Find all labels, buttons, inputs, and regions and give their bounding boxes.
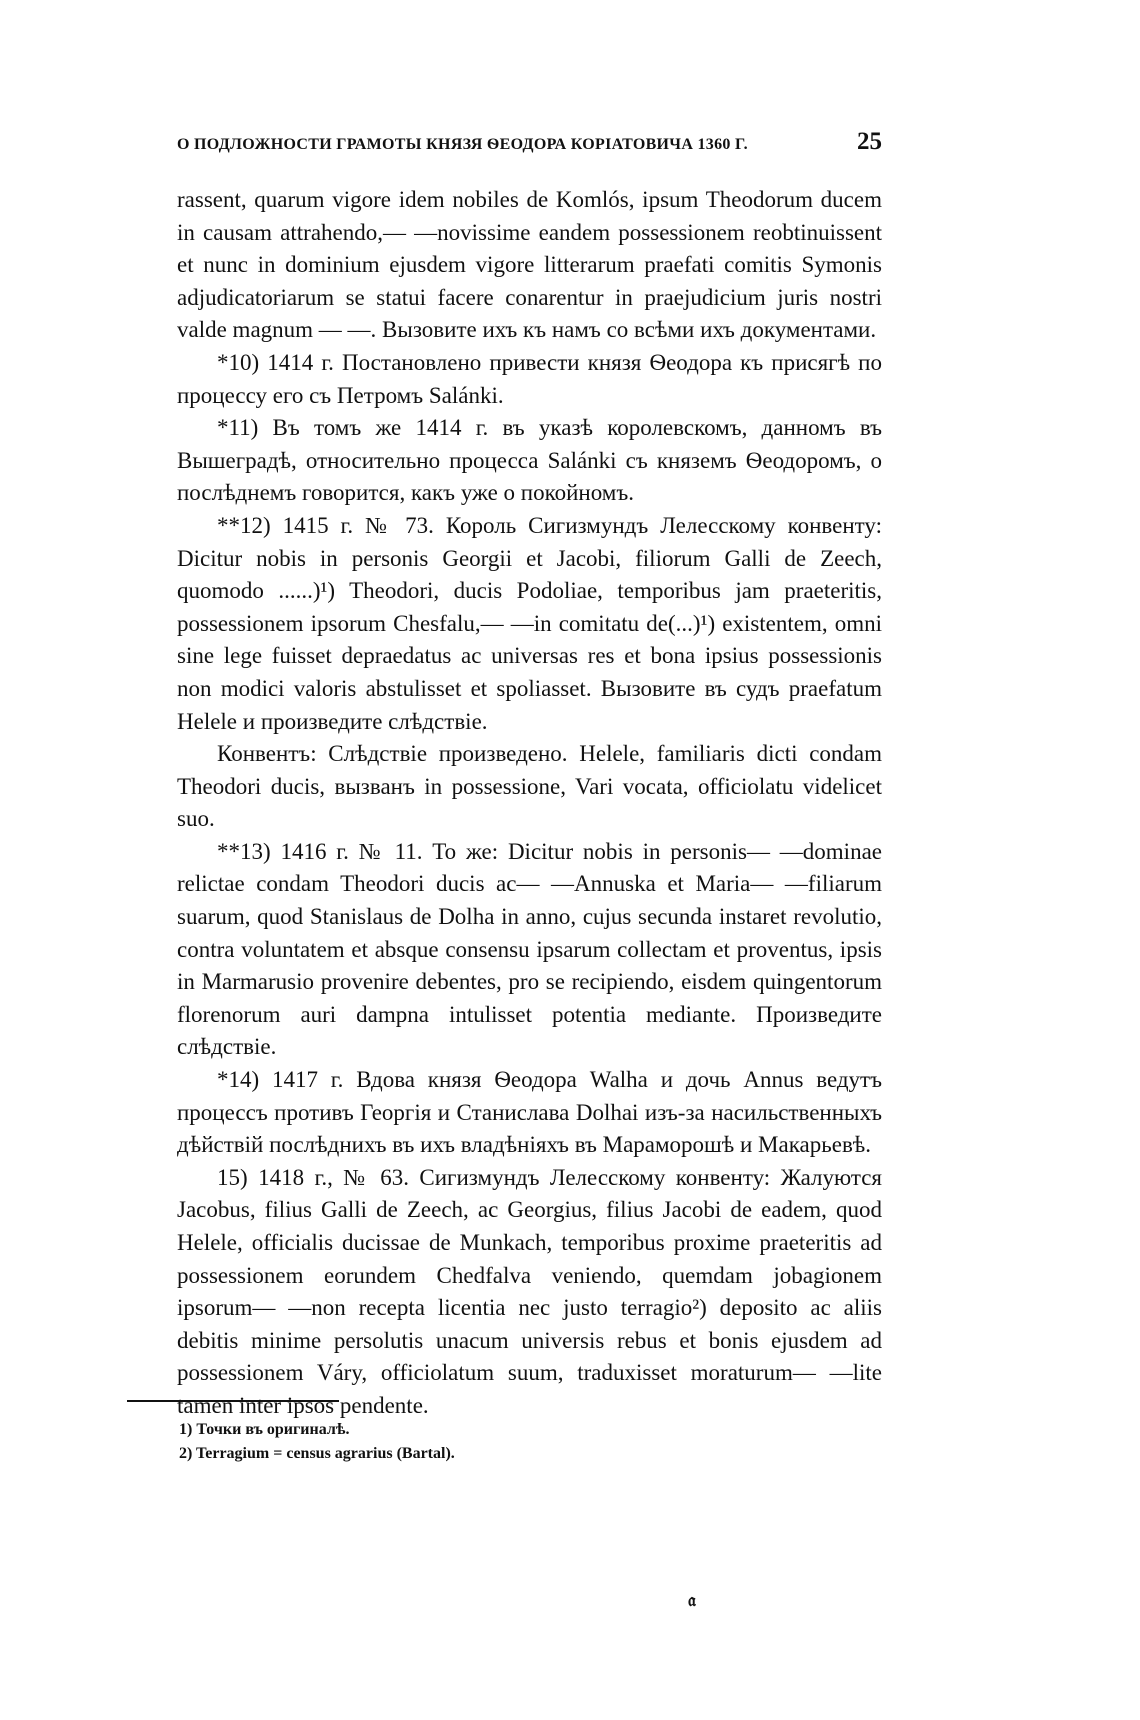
footnote-1: 1) Точки въ оригиналѣ. — [179, 1421, 350, 1438]
paragraph-1: rassent, quarum vigore idem nobiles de Komlós, ipsum Theodorum ducem in causam attrahendo,— —novissime eandem possessionem reobtinuissent et nunc in dominium ejusdem vigore litterarum praefati comitis Symonis adjudicatoriarum se statui facere conarentur in praejudicium juris nostri valde magnum — —. Вызовите ихъ къ намъ со всѣми ихъ документами. — [177, 187, 882, 343]
paragraph-2: *10) 1414 г. Постановлено привести князя Ѳеодора къ присягѣ по процессу его съ Петромъ Salánki. — [177, 349, 882, 408]
paragraph-4: **12) 1415 г. № 73. Король Сигизмундъ Лелесскому конвенту: Dicitur nobis in personis Georgii et Jacobi, filiorum Galli de Zeech, quomodo ......)¹) Theodori, ducis Podoliae, temporibus jam praeteritis, possessionem ipsorum Chesfalu,— —in comitatu de(...)¹) existentem, omni sine lege fuisset depraedatus ac universas res et bona ipsius possessionis non modici valoris abstulisset et spoliasset. Вызовите въ судъ praefatum Helele и произведите слѣдствіе. — [177, 512, 882, 734]
footnote-2: 2) Terragium = census agrarius (Bartal). — [179, 1445, 455, 1462]
footnotes — [179, 1418, 779, 1466]
paragraph-6: **13) 1416 г. № 11. То же: Dicitur nobis in personis— —dominae relictae condam Theodori ducis ac— —Annuska et Maria— —filiarum suarum, quod Stanislaus de Dolha in anno, cujus secunda instaret revolutio, contra voluntatem et absque consensu ipsarum collectam et proventus, ipsis in Marmarusio provenire debentes, pro se recipiendo, eisdem quingentorum florenorum auri dampna intulisset potentia mediante. Произведите слѣдствіе. — [177, 838, 882, 1060]
paragraph-7: *14) 1417 г. Вдова князя Ѳеодора Walha и дочь Annus ведутъ процессъ противъ Георгія и Станислава Dolhai изъ-за насильственныхъ дѣйствій послѣднихъ въ ихъ владѣніяхъ въ Мараморошѣ и Макарьевѣ. — [177, 1067, 882, 1158]
paragraph-8: 15) 1418 г., № 63. Сигизмундъ Лелесскому конвенту: Жалуются Jacobus, filius Galli de Zeech, ac Georgius, filius Jacobi de eadem, quod Helele, officialis ducissae de Munkach, temporibus proxime praeteritis ad possessionem eorundem Chedfalva veniendo, quemdam jobagionem ipsorum— —non recepta licentia nec justo terragio²) deposito ac aliis debitis minime persolutis unacum universis rebus et bonis ejusdem ad possessionem Váry, officiolatum suum, traduxisset moraturum— —lite tamen inter ipsos pendente. — [177, 1164, 882, 1418]
running-head-title: О ПОДЛОЖНОСТИ ГРАМОТЫ КНЯЗЯ ѲЕОДОРА КОРІАТОВИЧА 1360 Г. — [177, 136, 748, 153]
bottom-mark: 𝔞 — [688, 1590, 696, 1610]
page-number: 25 — [857, 128, 882, 155]
body-text — [177, 184, 882, 1423]
running-head — [177, 128, 882, 156]
footnote-divider — [127, 1400, 339, 1402]
paragraph-3: *11) Въ томъ же 1414 г. въ указѣ королевскомъ, данномъ въ Вышеградѣ, относительно процесса Salánki съ княземъ Ѳеодоромъ, о послѣднемъ говорится, какъ уже о покойномъ. — [177, 415, 882, 506]
paragraph-5: Конвентъ: Слѣдствіе произведено. Helele, familiaris dicti condam Theodori ducis, вызванъ in possessione, Vari vocata, officiolatu videlicet suo. — [177, 741, 882, 832]
